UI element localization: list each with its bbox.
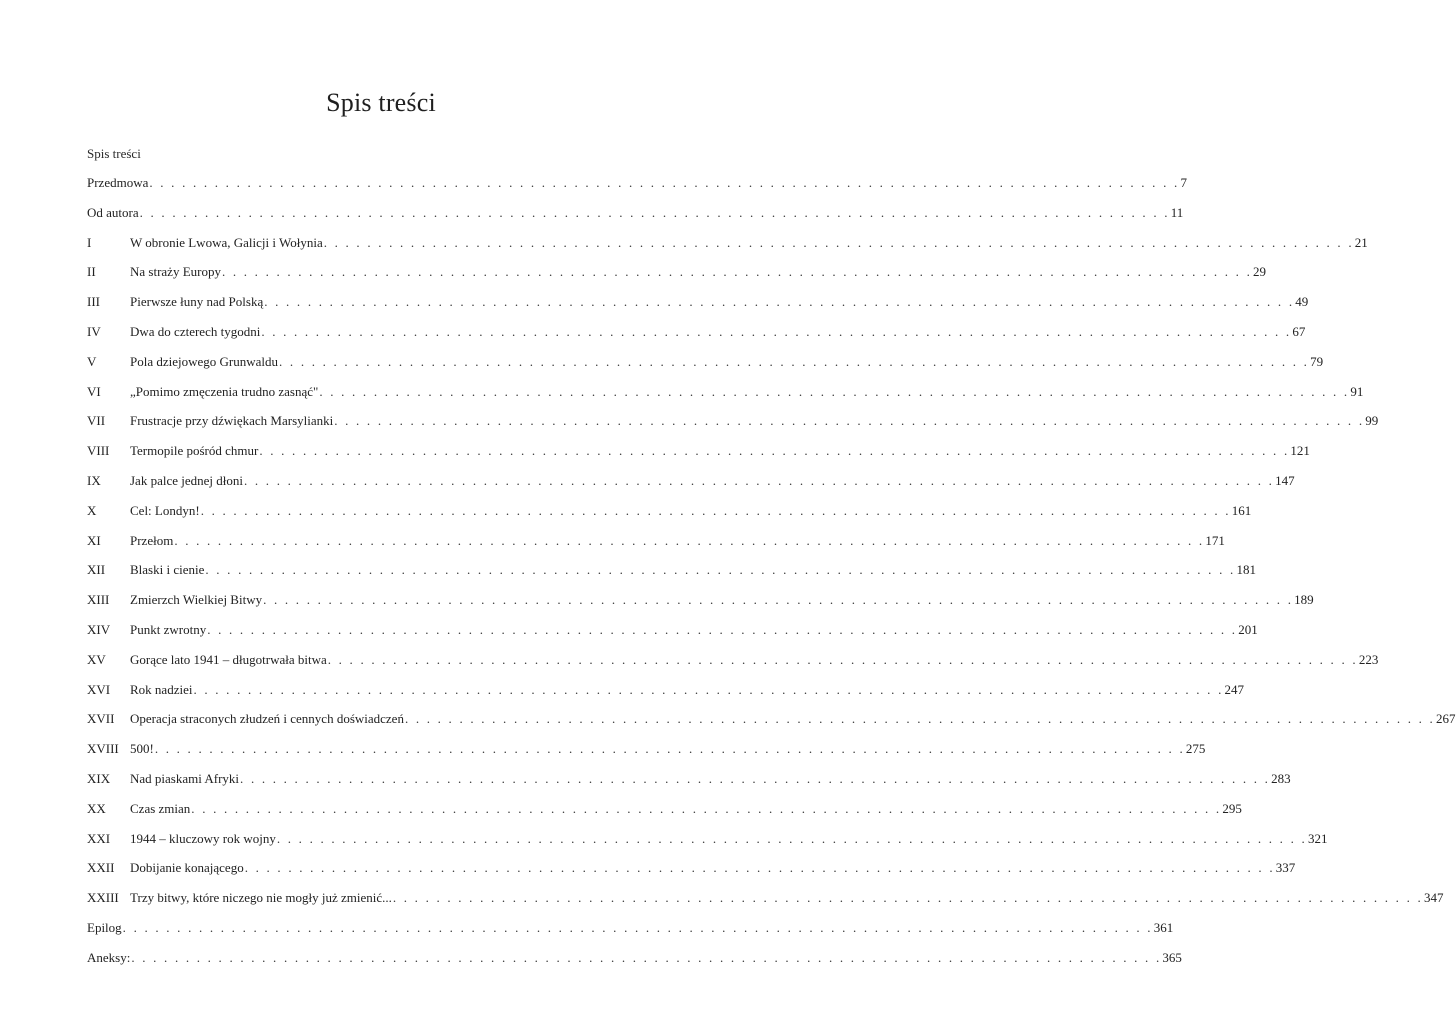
toc-page-number: 321 — [1307, 830, 1328, 846]
toc-entry-title: Zmierzch Wielkiej Bitwy — [130, 592, 263, 608]
toc-entry[interactable] — [87, 472, 1295, 502]
toc-entry-title: Cel: Londyn! — [130, 502, 200, 518]
toc-page-number: 365 — [1162, 949, 1182, 965]
toc-chapter-number: XXI — [87, 830, 111, 846]
toc-entry-title: Od autora — [87, 204, 139, 220]
toc-dot-leader: . . . . . . . . . . . . . . . . . . . . . . . . . . . . . . . . . . . . . . . . . . . . . . . . . . . . . . . . . . . . . . . . . . . . . . . . . . . . . . . . . . . . . . . . . . . . . . . — [200, 502, 1231, 518]
toc-entry-title: 1944 – kluczowy rok wojny — [130, 830, 276, 846]
toc-chapter-number: XV — [87, 651, 106, 667]
toc-entry[interactable] — [87, 681, 1245, 711]
toc-page-number: 347 — [1423, 890, 1444, 906]
toc-entry-title: Aneksy: — [87, 949, 131, 965]
toc-entry-title: Frustracje przy dźwiękach Marsylianki — [130, 413, 334, 429]
toc-dot-leader: . . . . . . . . . . . . . . . . . . . . . . . . . . . . . . . . . . . . . . . . . . . . . . . . . . . . . . . . . . . . . . . . . . . . . . . . . . . . . . . . . . . . . . . . . . . . . . . — [131, 949, 1162, 965]
toc-entry-title: Przełom — [130, 532, 174, 548]
toc-page-number: 7 — [1180, 175, 1187, 190]
toc-page-number: 337 — [1275, 860, 1296, 876]
toc-entry-title: Dwa do czterech tygodni — [130, 323, 261, 339]
toc-dot-leader: . . . . . . . . . . . . . . . . . . . . . . . . . . . . . . . . . . . . . . . . . . . . . . . . . . . . . . . . . . . . . . . . . . . . . . . . . . . . . . . . . . . . . . . . . . . . . . . — [122, 919, 1153, 935]
toc-dot-leader: . . . . . . . . . . . . . . . . . . . . . . . . . . . . . . . . . . . . . . . . . . . . . . . . . . . . . . . . . . . . . . . . . . . . . . . . . . . . . . . . . . . . . . . . . . . . . . . — [404, 711, 1436, 727]
toc-entry[interactable] — [87, 859, 1296, 889]
toc-entry[interactable] — [87, 263, 1267, 293]
toc-entry[interactable] — [87, 532, 1225, 562]
toc-dot-leader: . . . . . . . . . . . . . . . . . . . . . . . . . . . . . . . . . . . . . . . . . . . . . . . . . . . . . . . . . . . . . . . . . . . . . . . . . . . . . . . . . . . . . . . . . . . . . . . — [264, 294, 1295, 310]
toc-chapter-number: XIII — [87, 592, 110, 608]
toc-entry[interactable] — [87, 412, 1379, 442]
toc-entry-title: Blaski i cienie — [130, 562, 205, 578]
toc-entry[interactable] — [87, 204, 1184, 234]
toc-dot-leader: . . . . . . . . . . . . . . . . . . . . . . . . . . . . . . . . . . . . . . . . . . . . . . . . . . . . . . . . . . . . . . . . . . . . . . . . . . . . . . . . . . . . . . . . . . . . . . . — [205, 562, 1236, 578]
toc-page-number: 121 — [1290, 443, 1310, 459]
toc-entry[interactable] — [87, 591, 1314, 621]
toc-page-number: 223 — [1358, 651, 1379, 667]
toc-page-number: 99 — [1365, 413, 1379, 429]
toc-dot-leader: . . . . . . . . . . . . . . . . . . . . . . . . . . . . . . . . . . . . . . . . . . . . . . . . . . . . . . . . . . . . . . . . . . . . . . . . . . . . . . . . . . . . . . . . . . . . . . . — [259, 443, 1290, 459]
toc-page-number: 147 — [1275, 472, 1295, 488]
toc-chapter-number: VIII — [87, 443, 110, 459]
toc-page-number: 295 — [1222, 800, 1242, 816]
toc-page-number: 189 — [1294, 592, 1314, 608]
toc-page-number: 267 — [1436, 711, 1456, 727]
toc-entry-title: Dobijanie konającego — [130, 860, 244, 876]
toc-heading: Spis treści — [87, 146, 141, 161]
toc-page-number: 181 — [1236, 562, 1256, 578]
toc-chapter-number: IX — [87, 472, 101, 488]
toc-entry[interactable] — [87, 502, 1252, 532]
toc-chapter-number: XI — [87, 532, 101, 548]
toc-dot-leader: . . . . . . . . . . . . . . . . . . . . . . . . . . . . . . . . . . . . . . . . . . . . . . . . . . . . . . . . . . . . . . . . . . . . . . . . . . . . . . . . . . . . . . . . . . . . . . . — [276, 830, 1307, 846]
page-title: Spis treści — [326, 88, 436, 117]
toc-chapter-number: XVI — [87, 681, 111, 697]
toc-page-number: 161 — [1231, 502, 1252, 518]
toc-entry[interactable] — [87, 442, 1310, 472]
toc-entry[interactable] — [87, 561, 1256, 591]
toc-entry[interactable] — [87, 383, 1364, 413]
toc-entry-title: Jak palce jednej dłoni — [130, 472, 243, 488]
toc-dot-leader: . . . . . . . . . . . . . . . . . . . . . . . . . . . . . . . . . . . . . . . . . . . . . . . . . . . . . . . . . . . . . . . . . . . . . . . . . . . . . . . . . . . . . . . . . . . . . . . — [193, 681, 1224, 697]
toc-dot-leader: . . . . . . . . . . . . . . . . . . . . . . . . . . . . . . . . . . . . . . . . . . . . . . . . . . . . . . . . . . . . . . . . . . . . . . . . . . . . . . . . . . . . . . . . . . . . . . . — [319, 383, 1350, 399]
toc-dot-leader: . . . . . . . . . . . . . . . . . . . . . . . . . . . . . . . . . . . . . . . . . . . . . . . . . . . . . . . . . . . . . . . . . . . . . . . . . . . . . . . . . . . . . . . . . . . . . . . — [191, 800, 1222, 816]
toc-entry-title: Termopile pośród chmur — [130, 443, 259, 459]
toc-dot-leader: . . . . . . . . . . . . . . . . . . . . . . . . . . . . . . . . . . . . . . . . . . . . . . . . . . . . . . . . . . . . . . . . . . . . . . . . . . . . . . . . . . . . . . . . . . . . . . . — [244, 472, 1275, 488]
toc-chapter-number: XVII — [87, 711, 115, 727]
toc-entry-title: Trzy bitwy, które niczego nie mogły już zmienić... — [130, 890, 392, 906]
toc-entry-title: 500! — [130, 741, 154, 757]
toc-page-number: 283 — [1271, 770, 1291, 786]
toc-page-number: 21 — [1354, 234, 1368, 250]
toc-chapter-number: IV — [87, 323, 101, 339]
toc-dot-leader: . . . . . . . . . . . . . . . . . . . . . . . . . . . . . . . . . . . . . . . . . . . . . . . . . . . . . . . . . . . . . . . . . . . . . . . . . . . . . . . . . . . . . . . . . . . . . . . — [221, 264, 1253, 280]
toc-entry-title: Nad piaskami Afryki — [130, 770, 240, 786]
toc-entry-title: Punkt zwrotny — [130, 621, 207, 637]
toc-page-number: 247 — [1224, 681, 1245, 697]
toc-dot-leader: . . . . . . . . . . . . . . . . . . . . . . . . . . . . . . . . . . . . . . . . . . . . . . . . . . . . . . . . . . . . . . . . . . . . . . . . . . . . . . . . . . . . . . . . . . . . . . . — [334, 413, 1365, 429]
toc-entry-title: Przedmowa — [87, 175, 149, 190]
toc-entry[interactable] — [87, 651, 1379, 681]
toc-dot-leader: . . . . . . . . . . . . . . . . . . . . . . . . . . . . . . . . . . . . . . . . . . . . . . . . . . . . . . . . . . . . . . . . . . . . . . . . . . . . . . . . . . . . . . . . . . . . . . . — [263, 592, 1294, 608]
toc-dot-leader: . . . . . . . . . . . . . . . . . . . . . . . . . . . . . . . . . . . . . . . . . . . . . . . . . . . . . . . . . . . . . . . . . . . . . . . . . . . . . . . . . . . . . . . . . . . . . . . — [323, 234, 1354, 250]
toc-page-number: 79 — [1310, 353, 1324, 369]
toc-entry[interactable] — [87, 740, 1206, 770]
toc-entry-title: Rok nadziei — [130, 681, 193, 697]
toc-dot-leader: . . . . . . . . . . . . . . . . . . . . . . . . . . . . . . . . . . . . . . . . . . . . . . . . . . . . . . . . . . . . . . . . . . . . . . . . . . . . . . . . . . . . . . . . . . . . . . . — [154, 741, 1185, 757]
toc-dot-leader: . . . . . . . . . . . . . . . . . . . . . . . . . . . . . . . . . . . . . . . . . . . . . . . . . . . . . . . . . . . . . . . . . . . . . . . . . . . . . . . . . . . . . . . . . . . . . . . — [327, 651, 1358, 667]
toc-chapter-number: XX — [87, 800, 106, 816]
toc-entry[interactable] — [87, 949, 1182, 979]
toc-dot-leader: . . . . . . . . . . . . . . . . . . . . . . . . . . . . . . . . . . . . . . . . . . . . . . . . . . . . . . . . . . . . . . . . . . . . . . . . . . . . . . . . . . . . . . . . . . . . . . . — [392, 890, 1423, 906]
toc-entry[interactable] — [87, 323, 1306, 353]
toc-dot-leader: . . . . . . . . . . . . . . . . . . . . . . . . . . . . . . . . . . . . . . . . . . . . . . . . . . . . . . . . . . . . . . . . . . . . . . . . . . . . . . . . . . . . . . . . . . . . . . . — [149, 175, 1180, 190]
toc-chapter-number: VI — [87, 383, 101, 399]
toc-page-number: 49 — [1295, 294, 1309, 310]
toc-entry[interactable] — [87, 353, 1324, 383]
toc-chapter-number: XVIII — [87, 741, 119, 757]
toc-page-number: 361 — [1153, 919, 1174, 935]
toc-dot-leader: . . . . . . . . . . . . . . . . . . . . . . . . . . . . . . . . . . . . . . . . . . . . . . . . . . . . . . . . . . . . . . . . . . . . . . . . . . . . . . . . . . . . . . . . . . . . . . . — [279, 353, 1310, 369]
toc-chapter-number: XXII — [87, 860, 115, 876]
toc-page-number: 275 — [1185, 741, 1206, 757]
toc-entry[interactable] — [87, 174, 1187, 204]
toc-chapter-number: XXIII — [87, 890, 119, 906]
toc-page-number: 91 — [1350, 383, 1364, 399]
toc-chapter-number: III — [87, 294, 100, 310]
toc-chapter-number: XII — [87, 562, 106, 578]
toc-entry[interactable] — [87, 830, 1328, 860]
toc-page-number: 67 — [1292, 323, 1306, 339]
toc-entry[interactable] — [87, 710, 1456, 740]
toc-chapter-number: V — [87, 353, 97, 369]
toc-chapter-number: I — [87, 234, 92, 250]
toc-entry[interactable] — [87, 770, 1291, 800]
toc-entry-title: „Pomimo zmęczenia trudno zasnąć" — [130, 383, 319, 399]
toc-entry-title: Pola dziejowego Grunwaldu — [130, 353, 279, 369]
toc-entry-title: Epilog — [87, 919, 122, 935]
toc-dot-leader: . . . . . . . . . . . . . . . . . . . . . . . . . . . . . . . . . . . . . . . . . . . . . . . . . . . . . . . . . . . . . . . . . . . . . . . . . . . . . . . . . . . . . . . . . . . . . . . — [207, 621, 1238, 637]
table-of-contents — [87, 174, 1456, 979]
toc-dot-leader: . . . . . . . . . . . . . . . . . . . . . . . . . . . . . . . . . . . . . . . . . . . . . . . . . . . . . . . . . . . . . . . . . . . . . . . . . . . . . . . . . . . . . . . . . . . . . . . — [174, 532, 1205, 548]
toc-entry[interactable] — [87, 919, 1174, 949]
toc-dot-leader: . . . . . . . . . . . . . . . . . . . . . . . . . . . . . . . . . . . . . . . . . . . . . . . . . . . . . . . . . . . . . . . . . . . . . . . . . . . . . . . . . . . . . . . . . . . . . . . — [244, 860, 1275, 876]
toc-page-number: 201 — [1238, 621, 1258, 637]
toc-chapter-number: XIV — [87, 621, 111, 637]
toc-entry-title: Czas zmian — [130, 800, 191, 816]
toc-entry[interactable] — [87, 234, 1368, 264]
toc-page-number: 11 — [1170, 204, 1184, 220]
toc-dot-leader: . . . . . . . . . . . . . . . . . . . . . . . . . . . . . . . . . . . . . . . . . . . . . . . . . . . . . . . . . . . . . . . . . . . . . . . . . . . . . . . . . . . . . . . . . . . . . . . — [240, 770, 1271, 786]
toc-entry[interactable] — [87, 621, 1258, 651]
toc-entry[interactable] — [87, 800, 1242, 830]
toc-chapter-number: X — [87, 502, 97, 518]
toc-entry-title: Pierwsze łuny nad Polską — [130, 294, 264, 310]
toc-entry[interactable] — [87, 889, 1444, 919]
toc-entry-title: W obronie Lwowa, Galicji i Wołynia — [130, 234, 323, 250]
toc-chapter-number: XIX — [87, 770, 111, 786]
toc-entry-title: Operacja straconych złudzeń i cennych doświadczeń — [130, 711, 404, 727]
toc-page-number: 171 — [1205, 532, 1225, 548]
toc-chapter-number: VII — [87, 413, 106, 429]
toc-dot-leader: . . . . . . . . . . . . . . . . . . . . . . . . . . . . . . . . . . . . . . . . . . . . . . . . . . . . . . . . . . . . . . . . . . . . . . . . . . . . . . . . . . . . . . . . . . . . . . . — [261, 323, 1292, 339]
toc-page-number: 29 — [1253, 264, 1267, 280]
toc-entry[interactable] — [87, 293, 1309, 323]
toc-dot-leader: . . . . . . . . . . . . . . . . . . . . . . . . . . . . . . . . . . . . . . . . . . . . . . . . . . . . . . . . . . . . . . . . . . . . . . . . . . . . . . . . . . . . . . . . . . . . . . . — [139, 204, 1170, 220]
toc-chapter-number: II — [87, 264, 96, 280]
toc-entry-title: Gorące lato 1941 – długotrwała bitwa — [130, 651, 327, 667]
toc-entry-title: Na straży Europy — [130, 264, 221, 280]
